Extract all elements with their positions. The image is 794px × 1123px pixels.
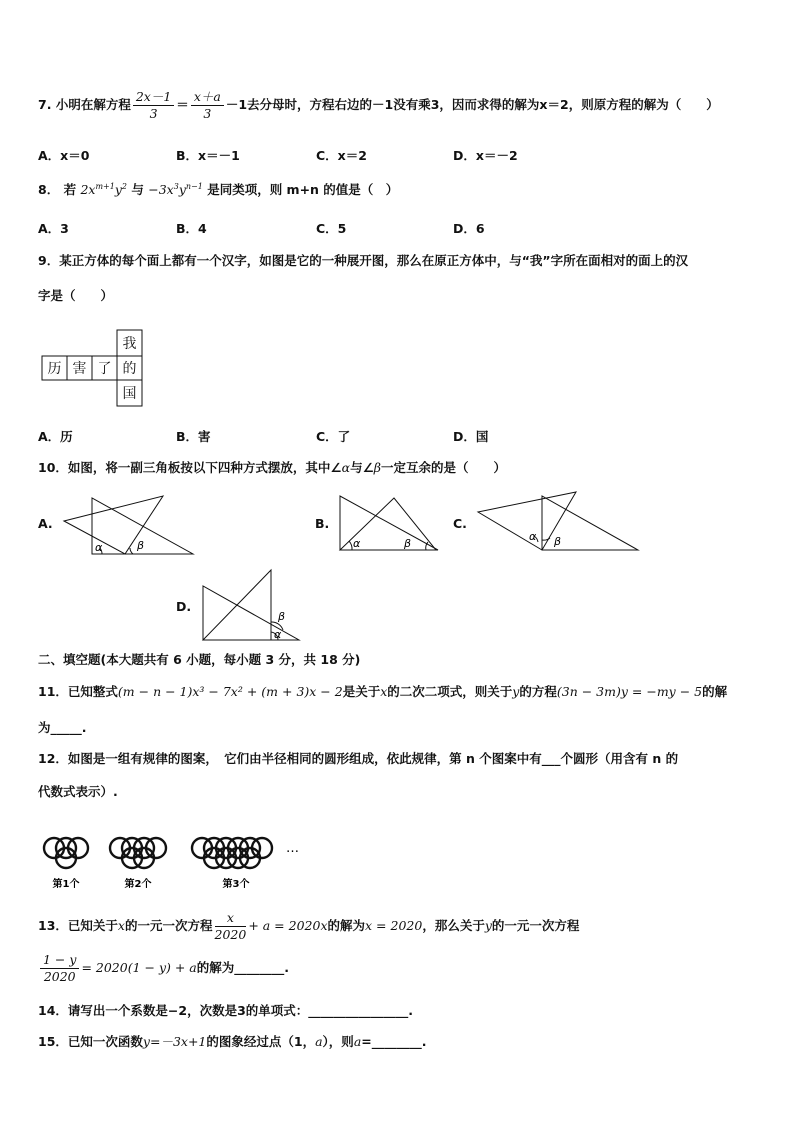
q8-term2: $-3x^3y^{n-1}$: [148, 181, 203, 197]
q11-equation: (3n − 3m)y = −my − 5: [556, 684, 703, 699]
net-cell-2: 害: [72, 361, 87, 377]
q15-mid: 的图象经过点（1，: [206, 1034, 316, 1049]
q9-option-d: D．国: [453, 429, 489, 444]
q13-equation-2-rest: = 2020(1 − y) + a: [81, 960, 197, 975]
q10-figure-a: [60, 494, 196, 558]
q9-text-1: 某正方体的每个面上都有一个汉字，如图是它的一种展开图，那么在原正方体中，与“我”字所在面相对的面上的汉: [59, 253, 689, 268]
q7-number: 7.: [38, 97, 52, 112]
q13-fraction-1: $\frac{x}{2020}$: [214, 910, 247, 942]
net-cell-5: 的: [122, 361, 137, 377]
q9-line-2: 字是（ ）: [38, 288, 114, 303]
q13-var-x: x: [117, 918, 125, 933]
q10-number: 10．: [38, 460, 68, 475]
q13-fraction-2: $\frac{1 - y}{2020}$: [40, 952, 79, 985]
q9-option-b: B．害: [176, 429, 211, 444]
q10-beta: β: [373, 460, 382, 475]
q8-option-c: C．5: [316, 221, 347, 236]
q10-text-mid: 与∠: [350, 460, 374, 475]
angle-alpha-label-b: α: [353, 537, 361, 550]
q8-stem: [38, 180, 398, 198]
q10-text-pre: 如图，将一副三角板按以下四种方式摆放，其中∠: [67, 460, 342, 475]
q7-minus-one: －1: [225, 97, 248, 112]
q10-figure-d: [198, 568, 304, 644]
q7-pre: 小明在解方程: [55, 97, 131, 112]
angle-beta-label-c: β: [554, 535, 562, 548]
q13-line-1: [38, 908, 579, 944]
q11-pre: 已知整式: [67, 684, 118, 699]
q15-mid-2: ），则: [322, 1034, 354, 1049]
q7-stem: [38, 88, 719, 122]
q8-option-b: B．4: [176, 221, 207, 236]
q7-equals: ＝: [176, 97, 189, 112]
q10-label-c: C.: [453, 516, 467, 531]
q13-solution: x = 2020: [365, 918, 423, 933]
q11-expression: (m − n − 1)x³ − 7x² + (m + 3)x − 2: [117, 684, 343, 699]
angle-beta-label-d: β: [278, 610, 286, 623]
q11-var-y: y: [512, 684, 520, 699]
angle-alpha-label-d: α: [274, 628, 282, 641]
q14-text: 请写出一个系数是−2，次数是3的单项式：________________.: [67, 1003, 414, 1018]
q8-pre: 若: [63, 182, 77, 197]
q12-text-1: 如图是一组有规律的图案， 它们由半径相同的圆形组成，依此规律，第 n 个图案中有___个圆形（用含有 n 的: [67, 751, 679, 766]
q12-number: 12．: [38, 751, 68, 766]
q11-line-2: 为_____.: [38, 720, 87, 735]
cube-net-figure: [40, 328, 150, 410]
q13-pre: 已知关于: [67, 918, 118, 933]
q15-a: a: [315, 1034, 323, 1049]
q11-line-1: [38, 682, 727, 700]
pattern-caption-1: 第1个: [52, 879, 80, 890]
q7-option-a: A．x＝0: [38, 148, 90, 163]
pattern-caption-3: 第3个: [222, 879, 250, 890]
q11-post: 的解: [702, 684, 728, 699]
q11-mid-3: 的方程: [519, 684, 557, 699]
net-cell-3: 了: [97, 361, 112, 377]
q13-number: 13．: [38, 918, 68, 933]
q13-line-2: [38, 950, 289, 986]
section-2-heading: 二、填空题(本大题共有 6 小题，每小题 3 分，共 18 分): [38, 652, 361, 667]
q15-stem: [38, 1032, 427, 1050]
q9-number: 9．: [38, 253, 60, 268]
q15-pre: 已知一次函数: [67, 1034, 143, 1049]
angle-beta-label-a: β: [137, 539, 145, 552]
q13-mid-1: 的一元一次方程: [124, 918, 213, 933]
q12-line-1: [38, 749, 678, 767]
q13-mid-3: ，那么关于: [422, 918, 485, 933]
q15-a-2: a: [353, 1034, 362, 1049]
q7-option-c: C．x＝2: [316, 148, 367, 163]
q14-number: 14．: [38, 1003, 68, 1018]
q10-alpha: α: [341, 460, 351, 475]
q15-number: 15．: [38, 1034, 68, 1049]
q8-number: 8．: [38, 182, 60, 197]
q12-line-2: 代数式表示）.: [38, 784, 118, 799]
q13-line-2-post: 的解为________.: [196, 960, 290, 975]
q8-option-a: A．3: [38, 221, 69, 236]
q8-with: 与: [131, 182, 144, 197]
pattern-caption-2: 第2个: [124, 879, 152, 890]
net-cell-1: 历: [47, 361, 62, 377]
q7-fraction-1: $\frac{2x-1}{3}$: [133, 89, 174, 122]
q15-function: y=－3x+1: [142, 1034, 207, 1049]
q9-line-1: [38, 251, 688, 269]
q8-term1: $2x^{m+1}y^2$: [80, 181, 127, 197]
q7-option-b: B．x＝－1: [176, 148, 240, 163]
q7-option-d: D．x＝－2: [453, 148, 518, 163]
q11-number: 11．: [38, 684, 68, 699]
q13-post: 的一元一次方程: [491, 918, 580, 933]
q9-option-c: C．了: [316, 429, 351, 444]
q15-post: =________.: [361, 1034, 427, 1049]
q13-equation-1-rest: + a = 2020x: [248, 918, 328, 933]
q14-stem: [38, 1001, 413, 1019]
net-cell-6: 国: [122, 386, 137, 402]
angle-beta-label-b: β: [404, 537, 412, 550]
q11-mid-1: 是关于: [342, 684, 381, 699]
q10-figure-b: [336, 494, 442, 554]
q9-option-a: A．历: [38, 429, 73, 444]
q10-label-a: A.: [38, 516, 53, 531]
angle-alpha-label-c: α: [529, 530, 537, 543]
angle-alpha-label-a: α: [95, 541, 103, 554]
q13-var-y: y: [484, 918, 492, 933]
q8-option-d: D．6: [453, 221, 485, 236]
q10-label-d: D.: [176, 599, 192, 614]
q11-mid-2: 的二次二项式，则关于: [387, 684, 513, 699]
q7-fraction-2: $\frac{x+a}{3}$: [191, 89, 224, 122]
q10-figure-c: [476, 490, 642, 554]
q10-text-post: 一定互余的是（ ）: [381, 460, 507, 475]
q13-mid-2: 的解为: [327, 918, 366, 933]
q8-post: 是同类项，则 m+n 的值是（ ）: [207, 182, 399, 197]
q10-label-b: B.: [315, 516, 330, 531]
circle-pattern-figure: [40, 826, 310, 894]
q7-post: 去分母时，方程右边的－1没有乘3，因而求得的解为x＝2，则原方程的解为（ ）: [247, 97, 719, 112]
net-cell-4: 我: [122, 336, 137, 352]
q10-stem: [38, 458, 506, 476]
q11-var-x: x: [380, 684, 388, 699]
pattern-ellipsis: …: [286, 841, 299, 856]
